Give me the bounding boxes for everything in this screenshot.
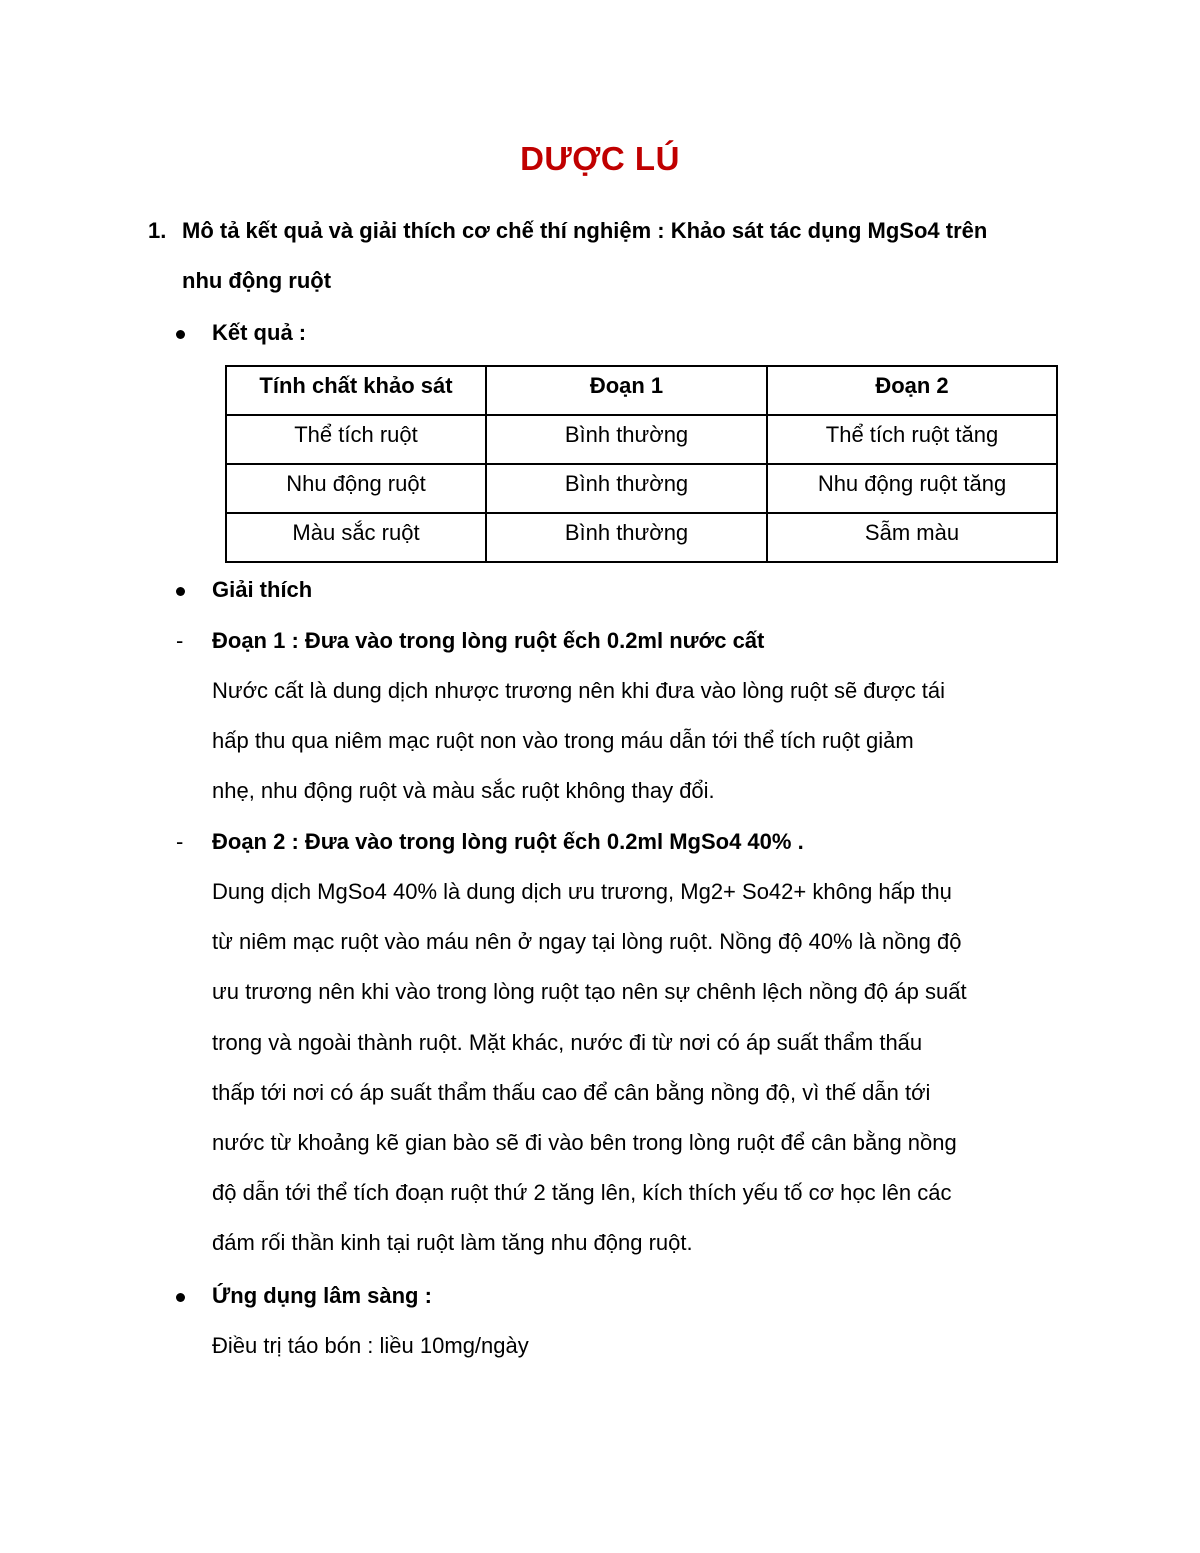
table-header-cell: Đoạn 2	[767, 366, 1057, 415]
segment1-line: nhẹ, nhu động ruột và màu sắc ruột không thay đổi.	[212, 778, 715, 803]
table-cell: Bình thường	[486, 415, 767, 464]
table-cell: Thể tích ruột	[226, 415, 486, 464]
segment2-heading: Đoạn 2 : Đưa vào trong lòng ruột ếch 0.2ml MgSo4 40% .	[212, 829, 804, 854]
segment1-heading: Đoạn 1 : Đưa vào trong lòng ruột ếch 0.2ml nước cất	[212, 628, 765, 653]
explanation-label: Giải thích	[212, 577, 313, 602]
bullet-icon	[176, 1293, 185, 1302]
segment2-line: ưu trương nên khi vào trong lòng ruột tạo nên sự chênh lệch nồng độ áp suất	[212, 979, 967, 1004]
segment2-line: thấp tới nơi có áp suất thẩm thấu cao để cân bằng nồng độ, vì thế dẫn tới	[212, 1080, 931, 1105]
table-cell: Bình thường	[486, 464, 767, 513]
table-header-cell: Đoạn 1	[486, 366, 767, 415]
table-cell: Bình thường	[486, 513, 767, 562]
clinical-text: Điều trị táo bón : liều 10mg/ngày	[212, 1333, 529, 1358]
table-header-row	[226, 366, 1057, 415]
table-cell: Sẫm màu	[767, 513, 1057, 562]
results-table	[225, 365, 1058, 563]
bullet-icon	[176, 330, 185, 339]
segment2-line: đám rối thần kinh tại ruột làm tăng nhu động ruột.	[212, 1230, 693, 1255]
section-number: 1.	[148, 218, 167, 243]
segment2-line: trong và ngoài thành ruột. Mặt khác, nước đi từ nơi có áp suất thẩm thấu	[212, 1030, 923, 1055]
table-row	[226, 415, 1057, 464]
table-cell: Nhu động ruột	[226, 464, 486, 513]
segment2-line: độ dẫn tới thể tích đoạn ruột thứ 2 tăng lên, kích thích yếu tố cơ học lên các	[212, 1180, 952, 1205]
results-label: Kết quả :	[212, 320, 307, 345]
bullet-icon	[176, 587, 185, 596]
segment2-line: nước từ khoảng kẽ gian bào sẽ đi vào bên trong lòng ruột để cân bằng nồng	[212, 1130, 957, 1155]
segment1-line: Nước cất là dung dịch nhược trương nên khi đưa vào lòng ruột sẽ được tái	[212, 678, 946, 703]
dash-marker: -	[176, 829, 184, 854]
table-header-cell: Tính chất khảo sát	[226, 366, 486, 415]
segment2-line: từ niêm mạc ruột vào máu nên ở ngay tại lòng ruột. Nồng độ 40% là nồng độ	[212, 929, 962, 954]
table-cell: Nhu động ruột tăng	[767, 464, 1057, 513]
table-cell: Thể tích ruột tăng	[767, 415, 1057, 464]
table-row	[226, 464, 1057, 513]
dash-marker: -	[176, 628, 184, 653]
section-heading-line2: nhu động ruột	[182, 268, 332, 293]
table-cell: Màu sắc ruột	[226, 513, 486, 562]
segment2-line: Dung dịch MgSo4 40% là dung dịch ưu trương, Mg2+ So42+ không hấp thụ	[212, 879, 952, 904]
section-heading-line1: Mô tả kết quả và giải thích cơ chế thí nghiệm : Khảo sát tác dụng MgSo4 trên	[182, 218, 988, 243]
clinical-label: Ứng dụng lâm sàng :	[212, 1283, 432, 1308]
table-row	[226, 513, 1057, 562]
document-title: DƯỢC LÚ	[520, 140, 680, 177]
segment1-line: hấp thu qua niêm mạc ruột non vào trong máu dẫn tới thể tích ruột giảm	[212, 728, 914, 753]
